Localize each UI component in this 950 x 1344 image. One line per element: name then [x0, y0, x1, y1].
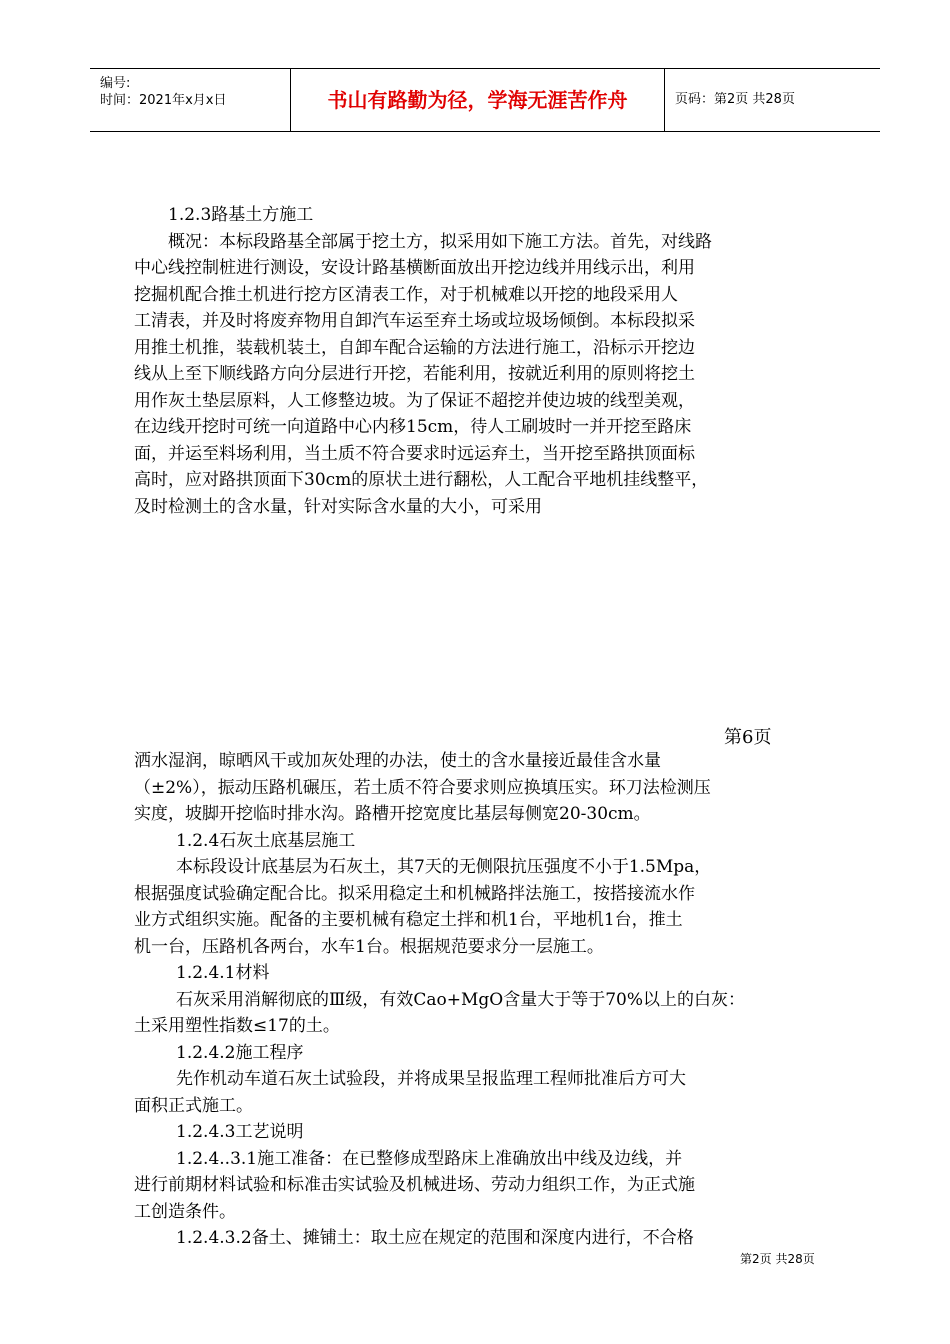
section-roadbed-earthwork [134, 202, 854, 520]
paragraph-line: 洒水湿润，晾晒风干或加灰处理的办法，使土的含水量接近最佳含水量 [134, 751, 661, 771]
paragraph-line: 本标段设计底基层为石灰土，其7天的无侧限抗压强度不小于1.5Mpa， [176, 857, 712, 877]
paragraph-line: 中心线控制桩进行测设，安设计路基横断面放出开挖边线并用线示出，利用 [134, 258, 695, 278]
subsection-heading: 1.2.4.2施工程序 [176, 1042, 304, 1063]
paragraph-line: 工创造条件。 [134, 1201, 236, 1222]
paragraph-line: 概况：本标段路基全部属于挖土方，拟采用如下施工方法。首先，对线路 [168, 231, 712, 252]
paragraph-line: （±2%），振动压路机碾压，若土质不符合要求则应换填压实。环刀法检测压 [134, 777, 711, 798]
subsection-heading: 1.2.4.3工艺说明 [176, 1122, 304, 1142]
header-meta-cell [90, 69, 291, 131]
number-label: 编号: [100, 76, 131, 91]
paragraph-line: 线从上至下顺线路方向分层进行开挖，若能利用，按就近利用的原则将挖土 [134, 364, 695, 384]
paragraph-line: 用作灰土垫层原料，人工修整边坡。为了保证不超挖并使边坡的线型美观， [134, 390, 695, 411]
paragraph-line: 高时，应对路拱顶面下30cm的原状土进行翻松，人工配合平地机挂线整平， [134, 470, 709, 490]
paragraph-line: 用推土机推，装载机装土，自卸车配合运输的方法进行施工，沿标示开挖边 [134, 337, 695, 358]
subsection-heading: 1.2.4.1材料 [176, 963, 270, 983]
paragraph-line: 面，并运至料场利用，当土质不符合要求时远运弃土，当开挖至路拱顶面标 [134, 443, 695, 464]
section-heading: 1.2.3路基土方施工 [168, 205, 314, 225]
paragraph-line: 业方式组织实施。配备的主要机械有稳定土拌和机1台，平地机1台，推土 [134, 910, 683, 930]
paragraph-line: 1.2.4..3.1施工准备：在已整修成型路床上准确放出中线及边线，并 [176, 1148, 683, 1169]
page-info: 页码：第2页 共28页 [675, 92, 795, 107]
motto: 书山有路勤为径，学海无涯苦作舟 [291, 69, 665, 131]
time-label: 时间：2021年x月x日 [100, 93, 227, 108]
page-footer: 第2页 共28页 [740, 1252, 815, 1266]
paragraph-line: 1.2.4.3.2备土、摊铺土：取土应在规定的范围和深度内进行，不合格 [176, 1228, 694, 1248]
paragraph-line: 及时检测土的含水量，针对实际含水量的大小，可采用 [134, 496, 542, 517]
paragraph-line: 挖掘机配合推土机进行挖方区清表工作，对于机械难以开挖的地段采用人 [134, 284, 678, 305]
paragraph-line: 土采用塑性指数≤17的土。 [134, 1016, 340, 1036]
paragraph-line: 先作机动车道石灰土试验段，并将成果呈报监理工程师批准后方可大 [176, 1069, 686, 1089]
page-header [90, 68, 880, 132]
section-heading: 1.2.4石灰土底基层施工 [176, 830, 356, 851]
paragraph-line: 在边线开挖时可统一向道路中心内移15cm，待人工刷坡时一并开挖至路床 [134, 417, 692, 437]
paragraph-line: 面积正式施工。 [134, 1095, 253, 1116]
paragraph-line: 石灰采用消解彻底的Ⅲ级，有效Cao+MgO含量大于等于70%以上的白灰： [176, 989, 746, 1010]
paragraph-line: 机一台，压路机各两台，水车1台。根据规范要求分一层施工。 [134, 936, 604, 957]
paragraph-line: 工清表，并及时将废弃物用自卸汽车运至弃土场或垃圾场倾倒。本标段拟采 [134, 311, 695, 331]
paragraph-line: 根据强度试验确定配合比。拟采用稳定土和机械路拌法施工，按搭接流水作 [134, 883, 695, 904]
paragraph-line: 实度，坡脚开挖临时排水沟。路槽开挖宽度比基层每侧宽20-30cm。 [134, 804, 651, 824]
page-mark: 第6页 [724, 727, 772, 748]
paragraph-line: 进行前期材料试验和标准击实试验及机械进场、劳动力组织工作，为正式施 [134, 1175, 695, 1195]
section-lime-soil-base [134, 748, 854, 1252]
